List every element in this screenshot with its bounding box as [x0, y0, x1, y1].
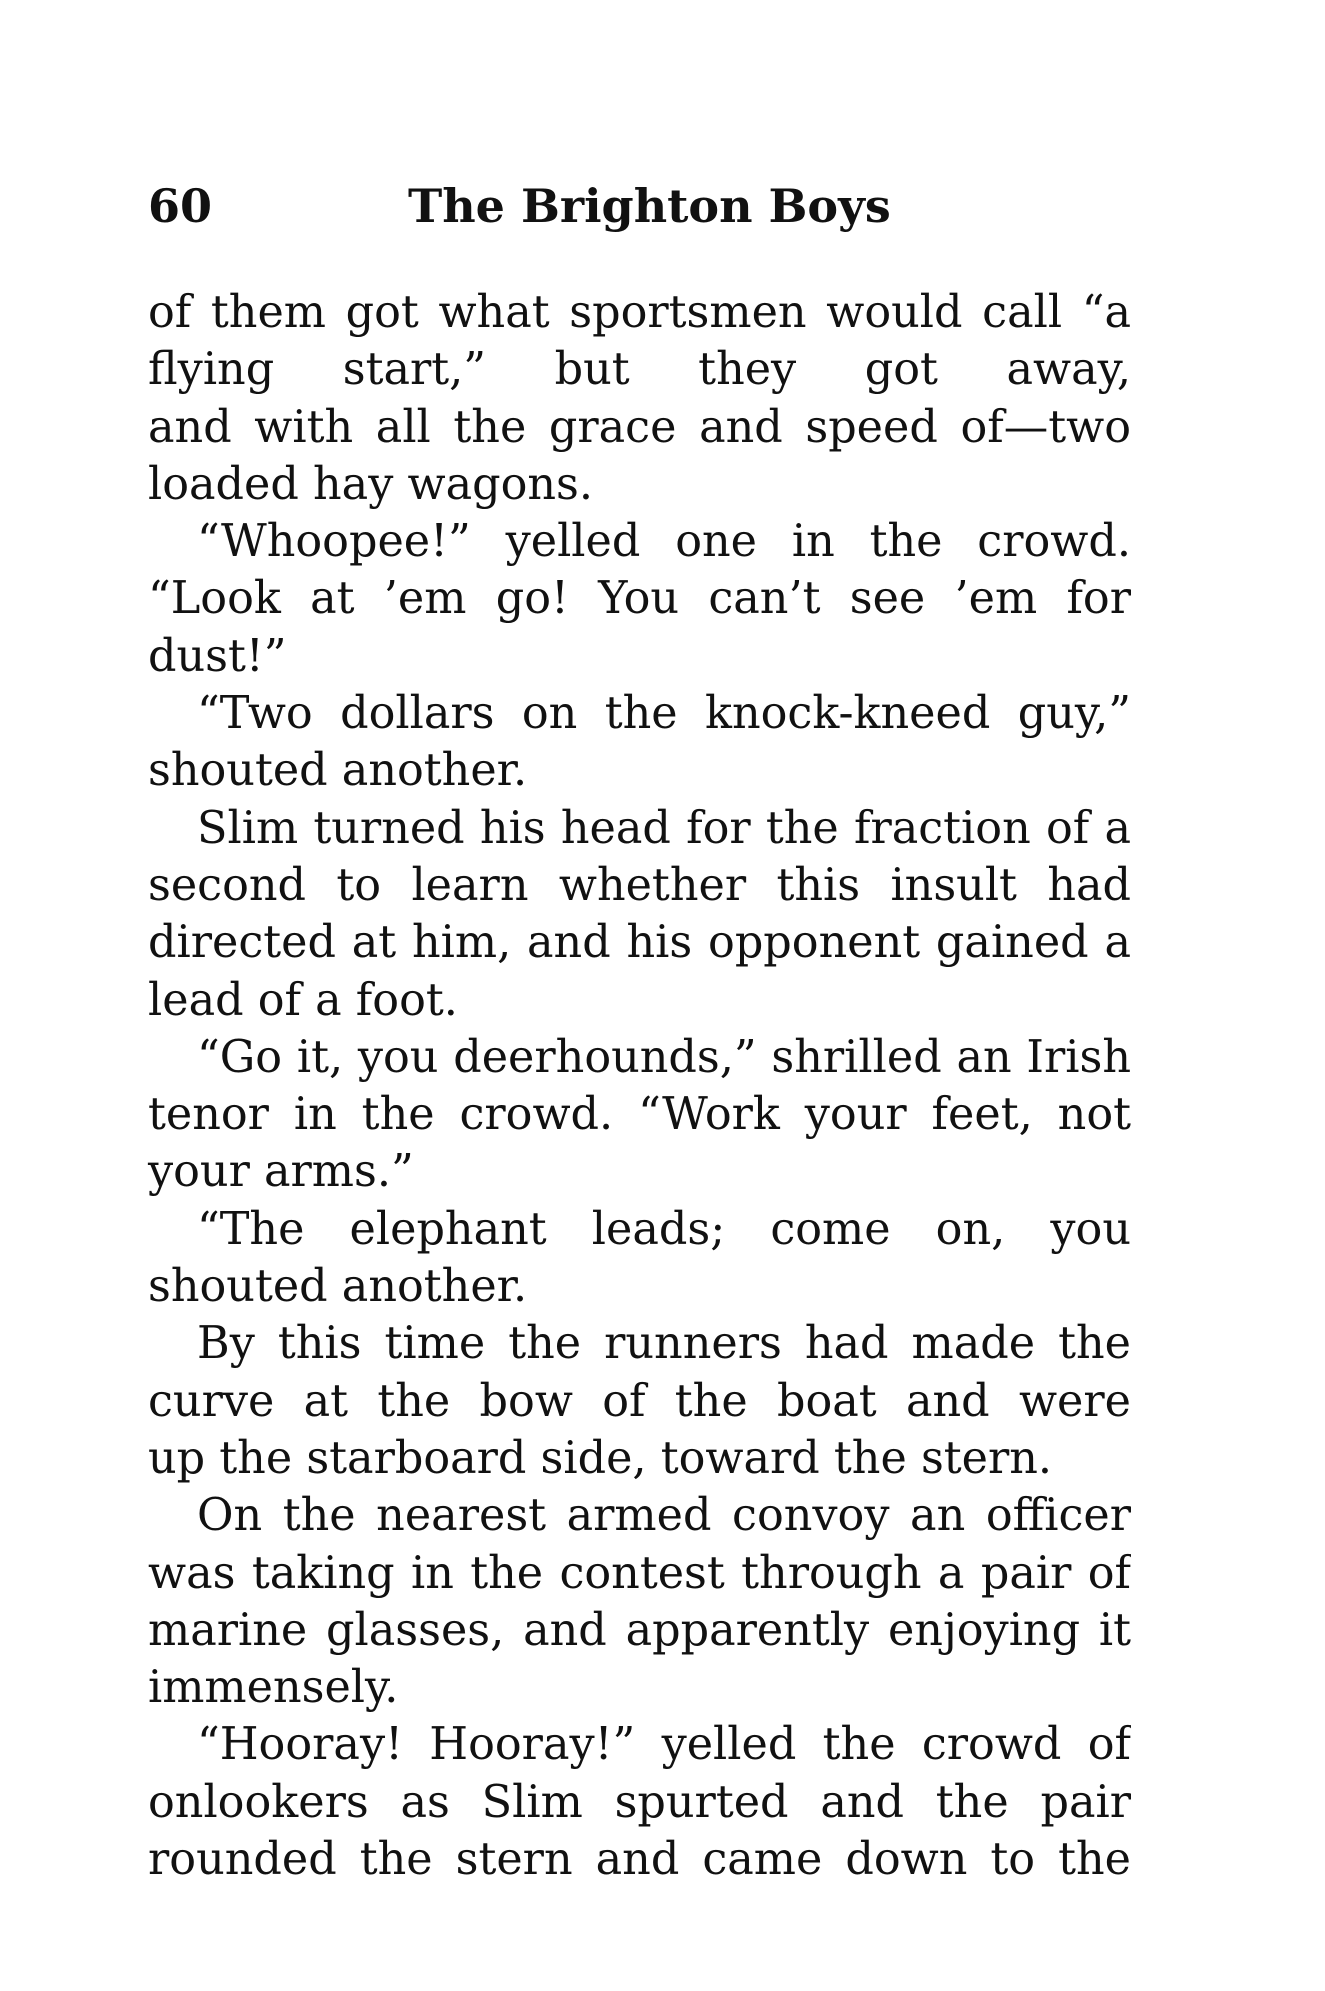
- running-title: The Brighton Boys: [408, 179, 891, 233]
- text-line: immensely.: [148, 1662, 399, 1714]
- text-line: directed at him, and his opponent gained a: [148, 917, 1131, 969]
- text-line: second to learn whether this insult had: [148, 859, 1131, 911]
- text-line: rounded the stern and came down to the: [148, 1834, 1131, 1886]
- text-line: dust!”: [148, 630, 287, 682]
- page-number: 60: [148, 179, 213, 233]
- text-line: and with all the grace and speed of—two: [148, 401, 1131, 453]
- text-line: “Two dollars on the knock-kneed guy,”: [197, 688, 1131, 740]
- body-text: [148, 284, 1131, 1888]
- text-line: tenor in the crowd. “Work your feet, not: [148, 1089, 1131, 1141]
- text-line: “Hooray! Hooray!” yelled the crowd of: [197, 1719, 1131, 1771]
- text-line: shouted another.: [148, 1261, 528, 1313]
- text-line: your arms.”: [148, 1146, 414, 1198]
- text-line: loaded hay wagons.: [148, 458, 594, 510]
- text-line: “Go it, you deerhounds,” shrilled an Irish: [197, 1031, 1131, 1083]
- text-line: onlookers as Slim spurted and the pair: [148, 1776, 1131, 1828]
- text-line: Slim turned his head for the fraction of a: [197, 802, 1131, 854]
- text-line: up the starboard side, toward the stern.: [148, 1432, 1053, 1484]
- text-line: lead of a foot.: [148, 974, 458, 1026]
- text-line: curve at the bow of the boat and were: [148, 1375, 1131, 1427]
- text-line: of them got what sportsmen would call “a: [148, 287, 1131, 338]
- text-line: shouted another.: [148, 745, 528, 797]
- text-line: On the nearest armed convoy an officer: [197, 1490, 1131, 1542]
- text-line: was taking in the contest through a pair of: [148, 1547, 1131, 1599]
- text-line: “Whoopee!” yelled one in the crowd.: [197, 516, 1131, 568]
- text-line: “The elephant leads; come on, you: [197, 1203, 1131, 1255]
- text-line: marine glasses, and apparently enjoying it: [148, 1604, 1131, 1656]
- text-line: flying start,” but they got away,: [148, 344, 1131, 396]
- page-header: [148, 176, 1148, 246]
- text-line: “Look at ’em go! You can’t see ’em for: [148, 573, 1131, 625]
- text-line: By this time the runners had made the: [197, 1318, 1131, 1370]
